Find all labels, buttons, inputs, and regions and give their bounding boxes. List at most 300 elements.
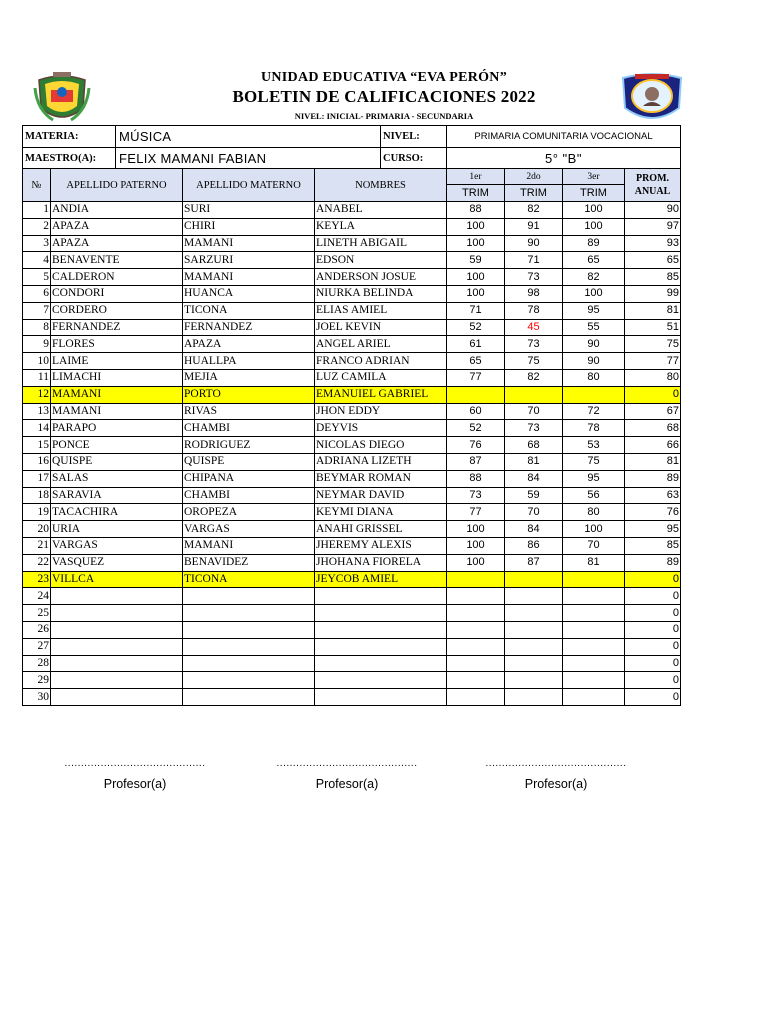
apellido-materno-cell: CHAMBI — [183, 420, 315, 437]
trim-3-cell: 75 — [563, 453, 625, 470]
prom-anual-cell: 63 — [625, 487, 681, 504]
table-row — [23, 605, 681, 622]
table-row — [23, 588, 681, 605]
row-number: 14 — [23, 420, 51, 437]
trim-2-cell — [505, 588, 563, 605]
table-row — [23, 252, 681, 269]
trim-1-cell — [447, 672, 505, 689]
trim-2-cell: 81 — [505, 453, 563, 470]
trim-3-cell: 100 — [563, 285, 625, 302]
report-title: BOLETIN DE CALIFICACIONES 2022 — [232, 87, 536, 106]
prom-anual-cell: 75 — [625, 336, 681, 353]
row-number: 2 — [23, 218, 51, 235]
apellido-materno-cell — [183, 605, 315, 622]
trim-2-cell: 68 — [505, 437, 563, 454]
table-row — [23, 672, 681, 689]
signature-block-1 — [45, 758, 225, 791]
row-number: 5 — [23, 269, 51, 286]
trim-3-cell: 56 — [563, 487, 625, 504]
trim-1-cell: 100 — [447, 521, 505, 538]
row-number: 19 — [23, 504, 51, 521]
nombres-cell: EMANUIEL GABRIEL — [315, 386, 447, 403]
row-number: 1 — [23, 202, 51, 219]
trim-3-cell: 81 — [563, 554, 625, 571]
prom-anual-cell: 65 — [625, 252, 681, 269]
trim-2-cell — [505, 689, 563, 706]
apellido-materno-cell — [183, 689, 315, 706]
prom-anual-cell: 95 — [625, 521, 681, 538]
trim-1-cell: 61 — [447, 336, 505, 353]
table-row — [23, 403, 681, 420]
materia-label: MATERIA: — [23, 126, 116, 148]
apellido-materno-cell — [183, 621, 315, 638]
apellido-paterno-cell: FERNANDEZ — [51, 319, 183, 336]
apellido-paterno-cell: TACACHIRA — [51, 504, 183, 521]
col-header-t3: 3er — [563, 169, 625, 185]
prom-anual-cell: 67 — [625, 403, 681, 420]
trim-2-cell — [505, 655, 563, 672]
trim-3-cell: 72 — [563, 403, 625, 420]
row-number: 23 — [23, 571, 51, 588]
row-number: 22 — [23, 554, 51, 571]
trim-1-cell: 100 — [447, 235, 505, 252]
nombres-cell: EDSON — [315, 252, 447, 269]
nombres-cell: ELIAS AMIEL — [315, 302, 447, 319]
nombres-cell: ANDERSON JOSUE — [315, 269, 447, 286]
info-table — [22, 125, 681, 170]
trim-2-cell: 84 — [505, 521, 563, 538]
trim-1-cell — [447, 638, 505, 655]
nombres-cell: JHON EDDY — [315, 403, 447, 420]
prom-anual-cell: 0 — [625, 638, 681, 655]
apellido-paterno-cell: LAIME — [51, 353, 183, 370]
trim-1-cell: 87 — [447, 453, 505, 470]
apellido-materno-cell: SARZURI — [183, 252, 315, 269]
nivel-value: PRIMARIA COMUNITARIA VOCACIONAL — [447, 126, 681, 148]
trim-1-cell: 77 — [447, 369, 505, 386]
apellido-materno-cell: BENAVIDEZ — [183, 554, 315, 571]
trim-3-cell — [563, 571, 625, 588]
table-row — [23, 369, 681, 386]
trim-1-cell: 60 — [447, 403, 505, 420]
nivel-label: NIVEL: — [381, 126, 447, 148]
table-row — [23, 235, 681, 252]
trim-1-cell — [447, 571, 505, 588]
signature-role: Profesor(a) — [315, 777, 379, 791]
apellido-materno-cell: APAZA — [183, 336, 315, 353]
apellido-materno-cell: RIVAS — [183, 403, 315, 420]
prom-anual-cell: 97 — [625, 218, 681, 235]
nombres-cell: ANABEL — [315, 202, 447, 219]
trim-1-cell: 88 — [447, 470, 505, 487]
prom-anual-cell: 80 — [625, 369, 681, 386]
trim-2-cell: 71 — [505, 252, 563, 269]
trim-3-cell — [563, 638, 625, 655]
prom-anual-cell: 51 — [625, 319, 681, 336]
trim-2-cell — [505, 571, 563, 588]
trim-1-cell: 76 — [447, 437, 505, 454]
curso-value: 5° "B" — [447, 148, 681, 170]
nombres-cell — [315, 689, 447, 706]
trim-1-cell — [447, 386, 505, 403]
prom-anual-cell: 77 — [625, 353, 681, 370]
trim-3-cell: 53 — [563, 437, 625, 454]
materia-value: MÚSICA — [116, 126, 381, 148]
school-name: UNIDAD EDUCATIVA “EVA PERÓN” — [260, 70, 508, 85]
row-number: 28 — [23, 655, 51, 672]
trim-3-cell: 95 — [563, 470, 625, 487]
signature-line: ........................................... — [276, 758, 418, 769]
grades-body — [23, 202, 681, 706]
table-row — [23, 302, 681, 319]
apellido-materno-cell: TICONA — [183, 571, 315, 588]
apellido-paterno-cell: VILLCA — [51, 571, 183, 588]
apellido-paterno-cell — [51, 588, 183, 605]
nombres-cell — [315, 655, 447, 672]
trim-2-cell: 98 — [505, 285, 563, 302]
trim-1-cell: 88 — [447, 202, 505, 219]
trim-3-cell: 55 — [563, 319, 625, 336]
prom-anual-cell: 68 — [625, 420, 681, 437]
signature-block-2 — [257, 758, 437, 791]
apellido-paterno-cell: PONCE — [51, 437, 183, 454]
nombres-cell: KEYMI DIANA — [315, 504, 447, 521]
table-row — [23, 571, 681, 588]
apellido-materno-cell: FERNANDEZ — [183, 319, 315, 336]
nombres-cell: LINETH ABIGAIL — [315, 235, 447, 252]
nombres-cell: ADRIANA LIZETH — [315, 453, 447, 470]
table-row — [23, 453, 681, 470]
row-number: 18 — [23, 487, 51, 504]
apellido-materno-cell: TICONA — [183, 302, 315, 319]
apellido-paterno-cell: LIMACHI — [51, 369, 183, 386]
trim-1-cell: 73 — [447, 487, 505, 504]
signature-block-3 — [466, 758, 646, 791]
trim-1-cell: 100 — [447, 537, 505, 554]
table-row — [23, 487, 681, 504]
table-row — [23, 504, 681, 521]
apellido-materno-cell: QUISPE — [183, 453, 315, 470]
apellido-materno-cell: OROPEZA — [183, 504, 315, 521]
trim-1-cell — [447, 689, 505, 706]
prom-anual-cell: 81 — [625, 453, 681, 470]
trim-3-cell — [563, 672, 625, 689]
trim-1-cell: 71 — [447, 302, 505, 319]
apellido-paterno-cell: SALAS — [51, 470, 183, 487]
row-number: 7 — [23, 302, 51, 319]
apellido-materno-cell: PORTO — [183, 386, 315, 403]
trim-2-cell — [505, 672, 563, 689]
prom-anual-cell: 76 — [625, 504, 681, 521]
trim-3-cell: 70 — [563, 537, 625, 554]
apellido-materno-cell — [183, 672, 315, 689]
prom-anual-cell: 0 — [625, 571, 681, 588]
nombres-cell: KEYLA — [315, 218, 447, 235]
trim-2-cell: 70 — [505, 504, 563, 521]
trim-1-cell: 59 — [447, 252, 505, 269]
trim-3-cell — [563, 386, 625, 403]
row-number: 29 — [23, 672, 51, 689]
row-number: 25 — [23, 605, 51, 622]
trim-1-cell — [447, 621, 505, 638]
apellido-paterno-cell: URIA — [51, 521, 183, 538]
apellido-paterno-cell — [51, 672, 183, 689]
prom-anual-cell: 81 — [625, 302, 681, 319]
trim-1-cell: 100 — [447, 285, 505, 302]
apellido-paterno-cell: VASQUEZ — [51, 554, 183, 571]
table-row — [23, 420, 681, 437]
prom-anual-cell: 85 — [625, 269, 681, 286]
apellido-paterno-cell: QUISPE — [51, 453, 183, 470]
apellido-paterno-cell: SARAVIA — [51, 487, 183, 504]
apellido-paterno-cell: APAZA — [51, 235, 183, 252]
nombres-cell: ANAHI GRISSEL — [315, 521, 447, 538]
trim-2-cell — [505, 621, 563, 638]
trim-1-cell — [447, 655, 505, 672]
trim-2-cell: 59 — [505, 487, 563, 504]
trim-2-cell: 91 — [505, 218, 563, 235]
trim-2-cell: 73 — [505, 336, 563, 353]
prom-anual-cell: 90 — [625, 202, 681, 219]
prom-anual-cell: 0 — [625, 386, 681, 403]
row-number: 11 — [23, 369, 51, 386]
signature-line: ........................................... — [485, 758, 627, 769]
table-row — [23, 521, 681, 538]
apellido-paterno-cell — [51, 605, 183, 622]
row-number: 20 — [23, 521, 51, 538]
row-number: 15 — [23, 437, 51, 454]
trim-2-cell: 70 — [505, 403, 563, 420]
trim-3-cell: 90 — [563, 336, 625, 353]
curso-label: CURSO: — [381, 148, 447, 170]
grades-table — [22, 168, 681, 706]
signature-role: Profesor(a) — [103, 777, 167, 791]
trim-2-cell: 45 — [505, 319, 563, 336]
prom-anual-cell: 66 — [625, 437, 681, 454]
row-number: 6 — [23, 285, 51, 302]
apellido-materno-cell: MAMANI — [183, 537, 315, 554]
apellido-paterno-cell — [51, 689, 183, 706]
row-number: 4 — [23, 252, 51, 269]
apellido-paterno-cell: BENAVENTE — [51, 252, 183, 269]
nombres-cell — [315, 621, 447, 638]
trim-2-cell: 75 — [505, 353, 563, 370]
trim-2-cell — [505, 638, 563, 655]
col-header-trim-2: TRIM — [505, 185, 563, 202]
nombres-cell: LUZ CAMILA — [315, 369, 447, 386]
row-number: 13 — [23, 403, 51, 420]
table-row — [23, 319, 681, 336]
table-row — [23, 353, 681, 370]
row-number: 3 — [23, 235, 51, 252]
row-number: 30 — [23, 689, 51, 706]
prom-anual-cell: 0 — [625, 605, 681, 622]
apellido-materno-cell — [183, 638, 315, 655]
trim-1-cell: 65 — [447, 353, 505, 370]
table-row — [23, 638, 681, 655]
table-row — [23, 554, 681, 571]
table-row — [23, 218, 681, 235]
row-number: 24 — [23, 588, 51, 605]
maestro-label: MAESTRO(A): — [23, 148, 116, 170]
apellido-paterno-cell: CONDORI — [51, 285, 183, 302]
prom-anual-cell: 0 — [625, 689, 681, 706]
nombres-cell — [315, 605, 447, 622]
nombres-cell: NIURKA BELINDA — [315, 285, 447, 302]
table-row — [23, 689, 681, 706]
prom-anual-cell: 85 — [625, 537, 681, 554]
table-row — [23, 202, 681, 219]
apellido-paterno-cell: MAMANI — [51, 386, 183, 403]
col-header-apellido-materno: APELLIDO MATERNO — [183, 169, 315, 202]
trim-1-cell: 100 — [447, 218, 505, 235]
apellido-materno-cell: VARGAS — [183, 521, 315, 538]
trim-1-cell: 100 — [447, 554, 505, 571]
trim-1-cell: 52 — [447, 420, 505, 437]
prom-anual-cell: 93 — [625, 235, 681, 252]
apellido-paterno-cell — [51, 621, 183, 638]
nombres-cell: JOEL KEVIN — [315, 319, 447, 336]
trim-1-cell: 52 — [447, 319, 505, 336]
row-number: 10 — [23, 353, 51, 370]
row-number: 9 — [23, 336, 51, 353]
apellido-paterno-cell: CALDERON — [51, 269, 183, 286]
apellido-materno-cell: MAMANI — [183, 235, 315, 252]
trim-3-cell — [563, 588, 625, 605]
level-line: NIVEL: INICIAL- PRIMARIA - SECUNDARIA — [294, 111, 474, 121]
apellido-materno-cell: RODRIGUEZ — [183, 437, 315, 454]
apellido-materno-cell: SURI — [183, 202, 315, 219]
row-number: 27 — [23, 638, 51, 655]
trim-2-cell — [505, 386, 563, 403]
apellido-materno-cell: CHAMBI — [183, 487, 315, 504]
table-row — [23, 655, 681, 672]
table-row — [23, 285, 681, 302]
col-header-t1: 1er — [447, 169, 505, 185]
prom-anual-cell: 89 — [625, 554, 681, 571]
prom-anual-cell: 0 — [625, 621, 681, 638]
nombres-cell — [315, 588, 447, 605]
table-row — [23, 470, 681, 487]
trim-3-cell: 90 — [563, 353, 625, 370]
apellido-paterno-cell: ANDIA — [51, 202, 183, 219]
trim-2-cell: 86 — [505, 537, 563, 554]
row-number: 8 — [23, 319, 51, 336]
nombres-cell — [315, 638, 447, 655]
apellido-paterno-cell — [51, 638, 183, 655]
trim-2-cell: 82 — [505, 202, 563, 219]
nombres-cell: NEYMAR DAVID — [315, 487, 447, 504]
row-number: 12 — [23, 386, 51, 403]
signature-role: Profesor(a) — [524, 777, 588, 791]
trim-1-cell — [447, 605, 505, 622]
trim-1-cell: 100 — [447, 269, 505, 286]
table-row — [23, 386, 681, 403]
apellido-paterno-cell: VARGAS — [51, 537, 183, 554]
trim-1-cell — [447, 588, 505, 605]
nombres-cell: JHEREMY ALEXIS — [315, 537, 447, 554]
trim-3-cell: 100 — [563, 218, 625, 235]
row-number: 16 — [23, 453, 51, 470]
trim-3-cell: 80 — [563, 504, 625, 521]
apellido-materno-cell: HUANCA — [183, 285, 315, 302]
nombres-cell: BEYMAR ROMAN — [315, 470, 447, 487]
apellido-materno-cell: CHIPANA — [183, 470, 315, 487]
table-row — [23, 269, 681, 286]
apellido-paterno-cell: CORDERO — [51, 302, 183, 319]
col-header-nombres: NOMBRES — [315, 169, 447, 202]
trim-3-cell: 95 — [563, 302, 625, 319]
trim-3-cell — [563, 621, 625, 638]
col-header-trim-3: TRIM — [563, 185, 625, 202]
row-number: 21 — [23, 537, 51, 554]
nombres-cell: JEYCOB AMIEL — [315, 571, 447, 588]
trim-2-cell: 78 — [505, 302, 563, 319]
col-header-prom: PROM. ANUAL — [625, 169, 681, 202]
nombres-cell: ANGEL ARIEL — [315, 336, 447, 353]
col-header-apellido-paterno: APELLIDO PATERNO — [51, 169, 183, 202]
table-row — [23, 336, 681, 353]
row-number: 17 — [23, 470, 51, 487]
nombres-cell: DEYVIS — [315, 420, 447, 437]
nombres-cell — [315, 672, 447, 689]
trim-3-cell: 89 — [563, 235, 625, 252]
apellido-paterno-cell: MAMANI — [51, 403, 183, 420]
col-header-trim-1: TRIM — [447, 185, 505, 202]
table-row — [23, 621, 681, 638]
prom-anual-cell: 0 — [625, 655, 681, 672]
trim-3-cell — [563, 655, 625, 672]
trim-2-cell: 84 — [505, 470, 563, 487]
row-number: 26 — [23, 621, 51, 638]
apellido-paterno-cell — [51, 655, 183, 672]
trim-2-cell: 73 — [505, 420, 563, 437]
apellido-materno-cell: MAMANI — [183, 269, 315, 286]
maestro-value: FELIX MAMANI FABIAN — [116, 148, 381, 170]
trim-3-cell: 100 — [563, 202, 625, 219]
trim-2-cell: 90 — [505, 235, 563, 252]
table-row — [23, 437, 681, 454]
apellido-paterno-cell: APAZA — [51, 218, 183, 235]
trim-3-cell: 80 — [563, 369, 625, 386]
prom-anual-cell: 99 — [625, 285, 681, 302]
apellido-materno-cell: MEJIA — [183, 369, 315, 386]
prom-anual-cell: 0 — [625, 672, 681, 689]
apellido-materno-cell — [183, 655, 315, 672]
apellido-paterno-cell: FLORES — [51, 336, 183, 353]
col-header-num: № — [23, 169, 51, 202]
trim-3-cell: 65 — [563, 252, 625, 269]
prom-anual-cell: 0 — [625, 588, 681, 605]
trim-2-cell: 73 — [505, 269, 563, 286]
apellido-paterno-cell: PARAPO — [51, 420, 183, 437]
apellido-materno-cell: HUALLPA — [183, 353, 315, 370]
col-header-t2: 2do — [505, 169, 563, 185]
trim-3-cell: 82 — [563, 269, 625, 286]
trim-2-cell: 82 — [505, 369, 563, 386]
nombres-cell: FRANCO ADRIAN — [315, 353, 447, 370]
trim-3-cell — [563, 689, 625, 706]
prom-anual-cell: 89 — [625, 470, 681, 487]
apellido-materno-cell: CHIRI — [183, 218, 315, 235]
nombres-cell: NICOLAS DIEGO — [315, 437, 447, 454]
trim-3-cell: 78 — [563, 420, 625, 437]
trim-1-cell: 77 — [447, 504, 505, 521]
trim-3-cell — [563, 605, 625, 622]
trim-2-cell — [505, 605, 563, 622]
signature-line: ........................................... — [64, 758, 206, 769]
table-row — [23, 537, 681, 554]
